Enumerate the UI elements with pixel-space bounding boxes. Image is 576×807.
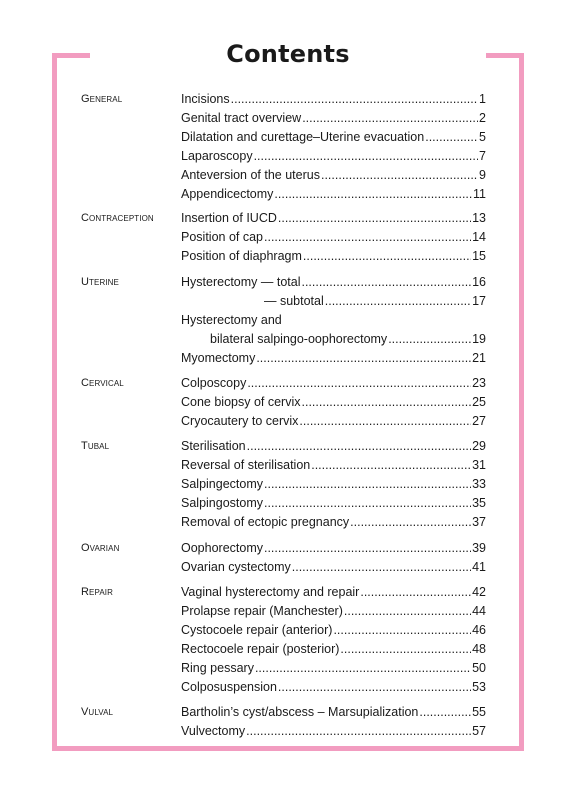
page-number: 21 xyxy=(472,351,486,365)
entry-title: Ovarian cystectomy xyxy=(181,560,291,574)
page-number: 27 xyxy=(472,414,486,428)
page-number: 37 xyxy=(472,515,486,529)
dot-leader xyxy=(301,273,471,292)
section-entries xyxy=(181,374,486,431)
section-entries xyxy=(181,583,486,697)
dot-leader xyxy=(274,185,472,204)
dot-leader xyxy=(231,90,478,109)
page-number: 25 xyxy=(472,395,486,409)
toc-entry[interactable] xyxy=(181,330,486,349)
entry-title: Myomectomy xyxy=(181,351,256,365)
toc-entry[interactable] xyxy=(181,703,486,722)
toc-entry[interactable] xyxy=(181,166,486,185)
page-number: 16 xyxy=(472,275,486,289)
toc-entry[interactable] xyxy=(181,539,486,558)
page-number: 41 xyxy=(472,560,486,574)
dot-leader xyxy=(278,209,471,228)
toc-entry[interactable] xyxy=(181,602,486,621)
entry-title: Cryocautery to cervix xyxy=(181,414,299,428)
page-number: 15 xyxy=(472,249,486,263)
page-number: 19 xyxy=(472,332,486,346)
dot-leader xyxy=(302,393,472,412)
entry-title: Salpingectomy xyxy=(181,477,263,491)
entry-title: Sterilisation xyxy=(181,439,246,453)
page-number: 35 xyxy=(472,496,486,510)
entry-title: Laparoscopy xyxy=(181,149,253,163)
entry-title: Appendicectomy xyxy=(181,187,274,201)
dot-leader xyxy=(311,456,471,475)
page-number: 1 xyxy=(479,92,486,106)
toc-entry[interactable] xyxy=(181,273,486,292)
dot-leader xyxy=(340,640,471,659)
section-label: Uterine xyxy=(81,276,119,288)
toc-entry[interactable] xyxy=(181,583,486,602)
dot-leader xyxy=(292,558,471,577)
pink-frame-bottom xyxy=(52,746,524,751)
dot-leader xyxy=(246,722,471,741)
entry-title: Incisions xyxy=(181,92,230,106)
dot-leader xyxy=(255,659,471,678)
page-number: 11 xyxy=(473,187,486,201)
page-number: 57 xyxy=(472,724,486,738)
dot-leader xyxy=(350,513,471,532)
section-entries xyxy=(181,90,486,204)
dot-leader xyxy=(247,437,471,456)
entry-title: Prolapse repair (Manchester) xyxy=(181,604,343,618)
section-entries xyxy=(181,703,486,741)
entry-title: Position of cap xyxy=(181,230,263,244)
toc-entry[interactable] xyxy=(181,109,486,128)
entry-title: Hysterectomy — total xyxy=(181,275,301,289)
entry-title: Oophorectomy xyxy=(181,541,263,555)
section-label: Ovarian xyxy=(81,542,120,554)
page-number: 55 xyxy=(472,705,486,719)
page-number: 44 xyxy=(472,604,486,618)
section-label: Repair xyxy=(81,586,113,598)
dot-leader xyxy=(278,678,471,697)
section-entries xyxy=(181,437,486,532)
page-number: 48 xyxy=(472,642,486,656)
toc-entry[interactable] xyxy=(181,185,486,204)
page-number: 50 xyxy=(472,661,486,675)
dot-leader xyxy=(419,703,471,722)
page-number: 2 xyxy=(479,111,486,125)
dot-leader xyxy=(360,583,471,602)
dot-leader xyxy=(264,475,471,494)
page-number: 46 xyxy=(472,623,486,637)
dot-leader xyxy=(333,621,471,640)
entry-title: Rectocoele repair (posterior) xyxy=(181,642,340,656)
section-label: Cervical xyxy=(81,377,124,389)
dot-leader xyxy=(264,539,471,558)
dot-leader xyxy=(247,374,471,393)
page-number: 13 xyxy=(472,211,486,225)
entry-title: Colposcopy xyxy=(181,376,247,390)
page-number: 29 xyxy=(472,439,486,453)
toc-entry[interactable] xyxy=(181,374,486,393)
dot-leader xyxy=(264,494,471,513)
entry-title: Dilatation and curettage–Uterine evacuation xyxy=(181,130,425,144)
entry-title: Hysterectomy and xyxy=(181,313,282,327)
page-number: 39 xyxy=(472,541,486,555)
page-number: 9 xyxy=(479,168,486,182)
pink-frame-left xyxy=(52,53,90,751)
toc-entry[interactable] xyxy=(181,247,486,266)
section-entries xyxy=(181,273,486,368)
page-number: 17 xyxy=(472,294,486,308)
page-number: 31 xyxy=(472,458,486,472)
dot-leader xyxy=(344,602,471,621)
entry-title: Anteversion of the uterus xyxy=(181,168,320,182)
section-label: Contraception xyxy=(81,212,154,224)
section-entries xyxy=(181,539,486,577)
toc-entry[interactable] xyxy=(181,475,486,494)
entry-title: Salpingostomy xyxy=(181,496,263,510)
entry-title: Removal of ectopic pregnancy xyxy=(181,515,350,529)
page-number: 53 xyxy=(472,680,486,694)
entry-title: Ring pessary xyxy=(181,661,254,675)
entry-title: Bartholin’s cyst/abscess – Marsupialization xyxy=(181,705,419,719)
page-number: 33 xyxy=(472,477,486,491)
dot-leader xyxy=(256,349,471,368)
entry-title: Colposuspension xyxy=(181,680,277,694)
toc-entry[interactable] xyxy=(181,513,486,532)
dot-leader xyxy=(425,128,478,147)
toc-entry[interactable] xyxy=(181,678,486,697)
page-number: 42 xyxy=(472,585,486,599)
toc-entry[interactable] xyxy=(181,494,486,513)
dot-leader xyxy=(321,166,478,185)
toc-entry[interactable] xyxy=(181,659,486,678)
toc-entry[interactable] xyxy=(181,456,486,475)
toc-entry[interactable] xyxy=(181,621,486,640)
entry-title: — subtotal xyxy=(264,294,324,308)
toc-entry[interactable] xyxy=(181,147,486,166)
page-number: 14 xyxy=(472,230,486,244)
pink-frame-right xyxy=(486,53,524,751)
toc-entry[interactable] xyxy=(181,90,486,109)
section-entries xyxy=(181,209,486,266)
toc-entry[interactable] xyxy=(181,292,486,311)
toc-entry[interactable] xyxy=(181,412,486,431)
page-number: 5 xyxy=(479,130,486,144)
page-number: 7 xyxy=(479,149,486,163)
entry-title: Vaginal hysterectomy and repair xyxy=(181,585,360,599)
toc-entry[interactable] xyxy=(181,558,486,577)
toc-entry[interactable] xyxy=(181,393,486,412)
entry-title: bilateral salpingo-oophorectomy xyxy=(210,332,388,346)
toc-entry[interactable] xyxy=(181,722,486,741)
toc-entry[interactable] xyxy=(181,209,486,228)
dot-leader xyxy=(254,147,478,166)
section-label: Vulval xyxy=(81,706,114,718)
entry-title: Genital tract overview xyxy=(181,111,302,125)
section-label: Tubal xyxy=(81,440,110,452)
toc-entry[interactable] xyxy=(181,640,486,659)
entry-title: Cystocoele repair (anterior) xyxy=(181,623,333,637)
entry-title: Insertion of IUCD xyxy=(181,211,277,225)
page-title: Contents xyxy=(226,40,350,68)
page-number: 23 xyxy=(472,376,486,390)
dot-leader xyxy=(303,247,471,266)
dot-leader xyxy=(325,292,471,311)
dot-leader xyxy=(264,228,471,247)
toc-entry[interactable] xyxy=(181,349,486,368)
entry-title: Cone biopsy of cervix xyxy=(181,395,301,409)
entry-title: Position of diaphragm xyxy=(181,249,302,263)
toc-entry[interactable] xyxy=(181,228,486,247)
entry-title: Reversal of sterilisation xyxy=(181,458,311,472)
entry-title: Vulvectomy xyxy=(181,724,246,738)
dot-leader xyxy=(299,412,471,431)
toc-entry[interactable] xyxy=(181,437,486,456)
toc-entry[interactable] xyxy=(181,128,486,147)
dot-leader xyxy=(388,330,471,349)
section-label: General xyxy=(81,93,123,105)
dot-leader xyxy=(302,109,478,128)
toc-entry[interactable] xyxy=(181,311,486,330)
